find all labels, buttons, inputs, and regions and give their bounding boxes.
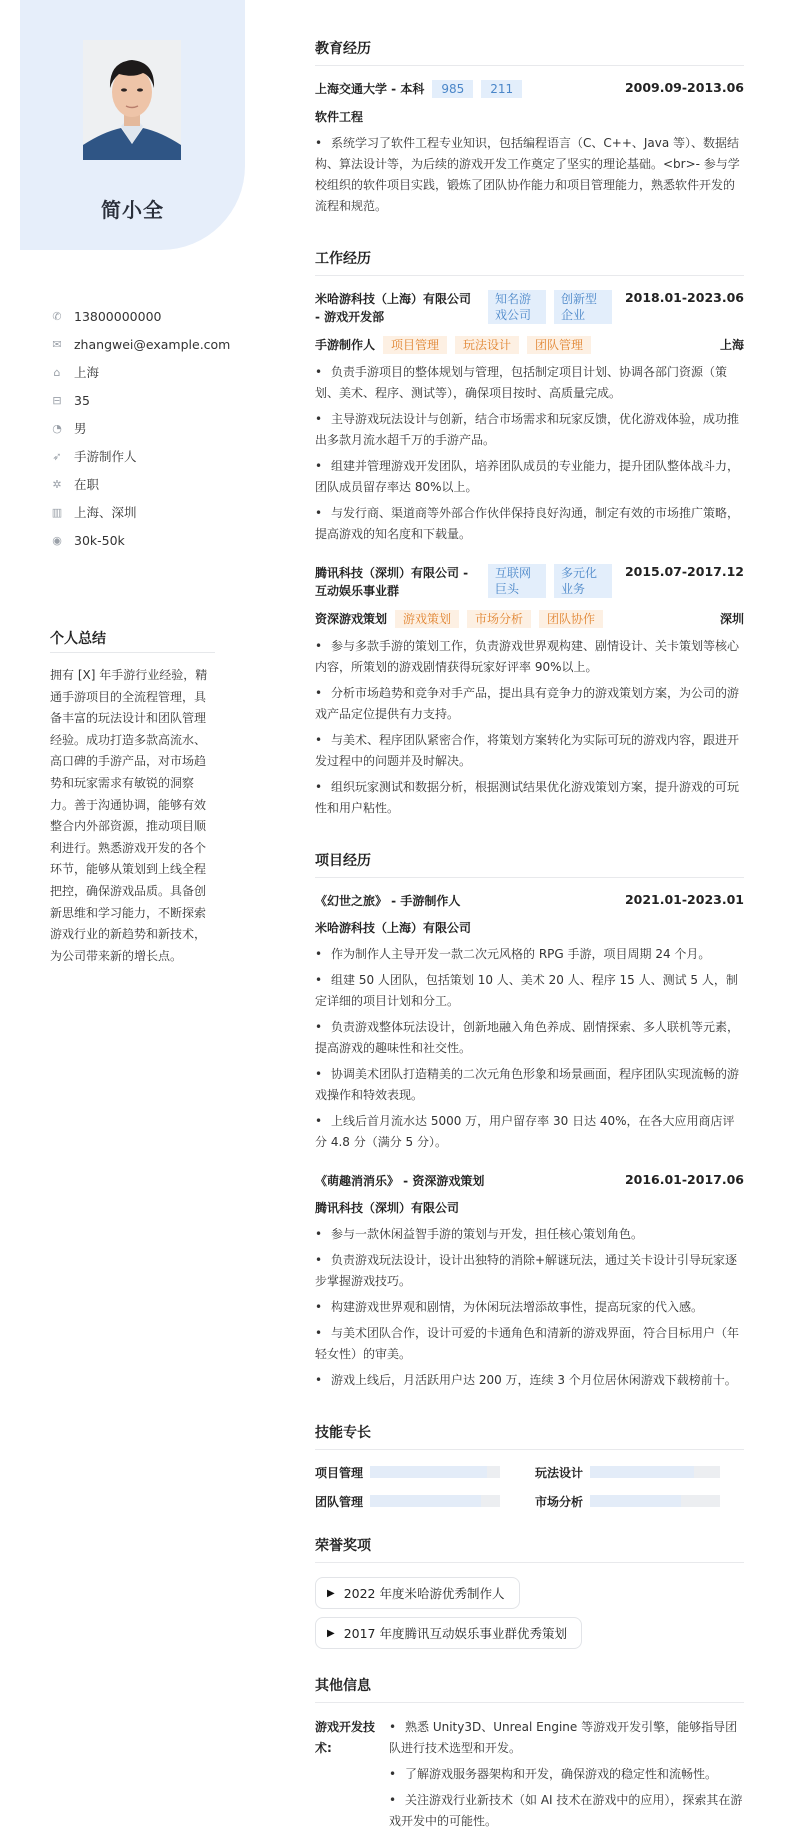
summary-section [50,628,215,967]
skills-title: 技能专长 [315,1422,744,1450]
work-item [315,290,744,545]
avatar [83,40,181,160]
project-bullets [315,944,744,1153]
company-tag: 知名游戏公司 [488,290,546,324]
skill-item [535,1464,735,1480]
contact-value: 30k-50k [74,532,125,548]
school-name: 上海交通大学 - 本科 [315,82,425,96]
projects-section [315,850,744,1391]
major: 软件工程 [315,110,364,124]
skill-label: 玩法设计 [535,1465,584,1480]
company-tag: 创新型企业 [554,290,612,324]
project-item [315,1172,744,1391]
list-item: • 分析市场趋势和竞争对手产品，提出具有竞争力的游戏策划方案，为公司的游戏产品定位提供有力支持。 [315,683,744,725]
project-name: 《萌趣消消乐》 - 资深游戏策划 [315,1174,485,1188]
skill-label: 团队管理 [315,1494,364,1509]
skill-item [315,1493,535,1509]
skill-tag: 团队协作 [539,610,603,628]
job-icon: ➶ [52,449,62,463]
contact-target-city [50,498,230,526]
work-date: 2018.01-2023.06 [624,290,744,305]
home-icon: ⌂ [53,365,61,379]
skill-item [535,1493,735,1509]
skills-section [315,1422,744,1509]
job-role: 资深游戏策划 [315,612,388,626]
project-company: 腾讯科技（深圳）有限公司 [315,1201,460,1215]
project-bullets [315,1224,744,1391]
skill-label: 市场分析 [535,1494,584,1509]
company-tag: 互联网巨头 [488,564,546,598]
skill-tag: 市场分析 [467,610,531,628]
list-item: • 作为制作人主导开发一款二次元风格的 RPG 手游，项目周期 24 个月。 [315,944,744,965]
phone-icon: ✆ [52,309,62,323]
gender-icon: ◔ [52,421,62,435]
main-content [315,38,744,1837]
list-item: • 负责手游项目的整体规划与管理，包括制定项目计划、协调各部门资源（策划、美术、程序、测试等），确保项目按时、高质量完成。 [315,362,744,404]
skill-bar [590,1466,720,1478]
work-city: 深圳 [719,612,744,626]
skills-grid [315,1464,744,1509]
list-item: • 熟悉 Unity3D、Unreal Engine 等游戏开发引擎，能够指导团队进行技术选型和开发。 [389,1717,744,1759]
contact-age [50,386,230,414]
work-title: 工作经历 [315,248,744,276]
list-item: • 与发行商、渠道商等外部合作伙伴保持良好沟通，制定有效的市场推广策略，提高游戏的知名度和下载量。 [315,503,744,545]
other-bullets [389,1717,744,1837]
skill-tag: 项目管理 [383,336,447,354]
work-date: 2015.07-2017.12 [624,564,744,579]
contact-salary [50,526,230,554]
education-header [315,80,744,98]
list-item: • 游戏上线后，月活跃用户达 200 万，连续 3 个月位居休闲游戏下载榜前十。 [315,1370,744,1391]
work-bullets [315,362,744,545]
salary-icon: ◉ [52,533,62,547]
contact-status [50,470,230,498]
summary-text: 拥有 [X] 年手游行业经验，精通手游项目的全流程管理，具备丰富的玩法设计和团队管理经验。成功打造多款高流水、高口碑的手游产品，对市场趋势和玩家需求有敏锐的洞察力。善于沟通协调，能够有效整合内外部资源，推动项目顺利进行。熟悉游戏开发的各个环节，能够从策划到上线全程把控，确保游戏品质。具备创新思维和学习能力，不断探索游戏行业的新趋势和新技术，为公司带来新的增长点。 [50,668,208,963]
contact-gender [50,414,230,442]
contact-value: 手游制作人 [74,449,137,464]
work-city: 上海 [719,338,744,352]
projects-title: 项目经历 [315,850,744,878]
contact-job [50,442,230,470]
school-tag: 211 [481,80,522,98]
list-item: • 主导游戏玩法设计与创新，结合市场需求和玩家反馈，优化游戏体验，成功推出多款月流水超千万的手游产品。 [315,409,744,451]
school-tag: 985 [432,80,473,98]
skill-bar [590,1495,720,1507]
company-name: 米哈游科技（上海）有限公司 - 游戏开发部 [315,292,472,324]
other-title: 其他信息 [315,1675,744,1703]
triangle-right-icon: ▶ [327,1587,335,1599]
award-label: 2022 年度米哈游优秀制作人 [343,1586,505,1601]
list-item: • 系统学习了软件工程专业知识，包括编程语言（C、C++、Java 等）、数据结构、算法设计等，为后续的游戏开发工作奠定了坚实的理论基础。<br>- 参与学校组织的软件项目实践，锻炼了团队协作能力和项目管理能力，熟悉软件开发的流程和规范。 [315,133,744,217]
candidate-name: 简小全 [101,198,164,222]
education-title: 教育经历 [315,38,744,66]
contact-email [50,330,230,358]
award-item[interactable] [315,1617,582,1649]
project-date: 2021.01-2023.01 [624,892,744,907]
awards-section [315,1535,744,1657]
list-item: • 组织玩家测试和数据分析，根据测试结果优化游戏策划方案，提升游戏的可玩性和用户粘性。 [315,777,744,819]
education-date: 2009.09-2013.06 [624,80,744,95]
project-name: 《幻世之旅》 - 手游制作人 [315,894,461,908]
list-item: • 了解游戏服务器架构和开发，确保游戏的稳定性和流畅性。 [389,1764,744,1785]
skill-item [315,1464,535,1480]
contact-value: zhangwei@example.com [74,336,231,352]
skill-label: 项目管理 [315,1465,364,1480]
award-label: 2017 年度腾讯互动娱乐事业群优秀策划 [343,1626,567,1641]
project-company: 米哈游科技（上海）有限公司 [315,921,472,935]
education-section [315,38,744,217]
list-item: • 参与一款休闲益智手游的策划与开发，担任核心策划角色。 [315,1224,744,1245]
other-label: 游戏开发技术: [315,1720,376,1755]
list-item: • 上线后首月流水达 5000 万，用户留存率 30 日达 40%，在各大应用商店评分 4.8 分（满分 5 分）。 [315,1111,744,1153]
list-item: • 与美术团队合作，设计可爱的卡通角色和清新的游戏界面，符合目标用户（年轻女性）的审美。 [315,1323,744,1365]
skill-tag: 游戏策划 [395,610,459,628]
contact-list [50,302,230,554]
list-item: • 参与多款手游的策划工作，负责游戏世界观构建、剧情设计、关卡策划等核心内容，所策划的游戏剧情获得玩家好评率 90%以上。 [315,636,744,678]
contact-value: 13800000000 [74,308,162,324]
list-item: • 负责游戏整体玩法设计，创新地融入角色养成、剧情探索、多人联机等元素，提高游戏的趣味性和社交性。 [315,1017,744,1059]
award-item[interactable] [315,1577,520,1609]
list-item: • 协调美术团队打造精美的二次元角色形象和场景画面，程序团队实现流畅的游戏操作和特效表现。 [315,1064,744,1106]
education-bullets [315,133,744,217]
list-item: • 构建游戏世界观和剧情，为休闲玩法增添故事性，提高玩家的代入感。 [315,1297,744,1318]
awards-title: 荣誉奖项 [315,1535,744,1563]
work-section [315,248,744,819]
project-date: 2016.01-2017.06 [624,1172,744,1187]
skill-bar [370,1466,500,1478]
list-item: • 组建 50 人团队，包括策划 10 人、美术 20 人、程序 15 人、测试 5 人，制定详细的项目计划和分工。 [315,970,744,1012]
list-item: • 组建并管理游戏开发团队，培养团队成员的专业能力，提升团队整体战斗力，团队成员留存率达 80%以上。 [315,456,744,498]
other-section [315,1675,744,1837]
project-item [315,892,744,1153]
skill-bar [370,1495,500,1507]
skill-tag: 团队管理 [527,336,591,354]
skill-tag: 玩法设计 [455,336,519,354]
age-icon: ⊟ [52,393,62,407]
contact-phone [50,302,230,330]
contact-location [50,358,230,386]
contact-value: 上海 [74,365,100,380]
status-icon: ✲ [52,477,62,491]
mail-icon: ✉ [52,337,62,351]
summary-title: 个人总结 [50,628,215,653]
company-tag: 多元化业务 [554,564,612,598]
company-name: 腾讯科技（深圳）有限公司 - 互动娱乐事业群 [315,566,469,598]
list-item: • 关注游戏行业新技术（如 AI 技术在游戏中的应用），探索其在游戏开发中的可能性。 [389,1790,744,1832]
contact-value: 男 [74,421,87,436]
contact-value: 上海、深圳 [74,505,137,520]
job-role: 手游制作人 [315,338,376,352]
contact-value: 35 [74,392,90,408]
list-item: • 负责游戏玩法设计，设计出独特的消除+解谜玩法，通过关卡设计引导玩家逐步掌握游戏技巧。 [315,1250,744,1292]
triangle-right-icon: ▶ [327,1627,335,1639]
list-item: • 与美术、程序团队紧密合作，将策划方案转化为实际可玩的游戏内容，跟进开发过程中的问题并及时解决。 [315,730,744,772]
contact-value: 在职 [74,477,100,492]
work-bullets [315,636,744,819]
work-item [315,564,744,819]
city-icon: ▥ [51,505,63,519]
